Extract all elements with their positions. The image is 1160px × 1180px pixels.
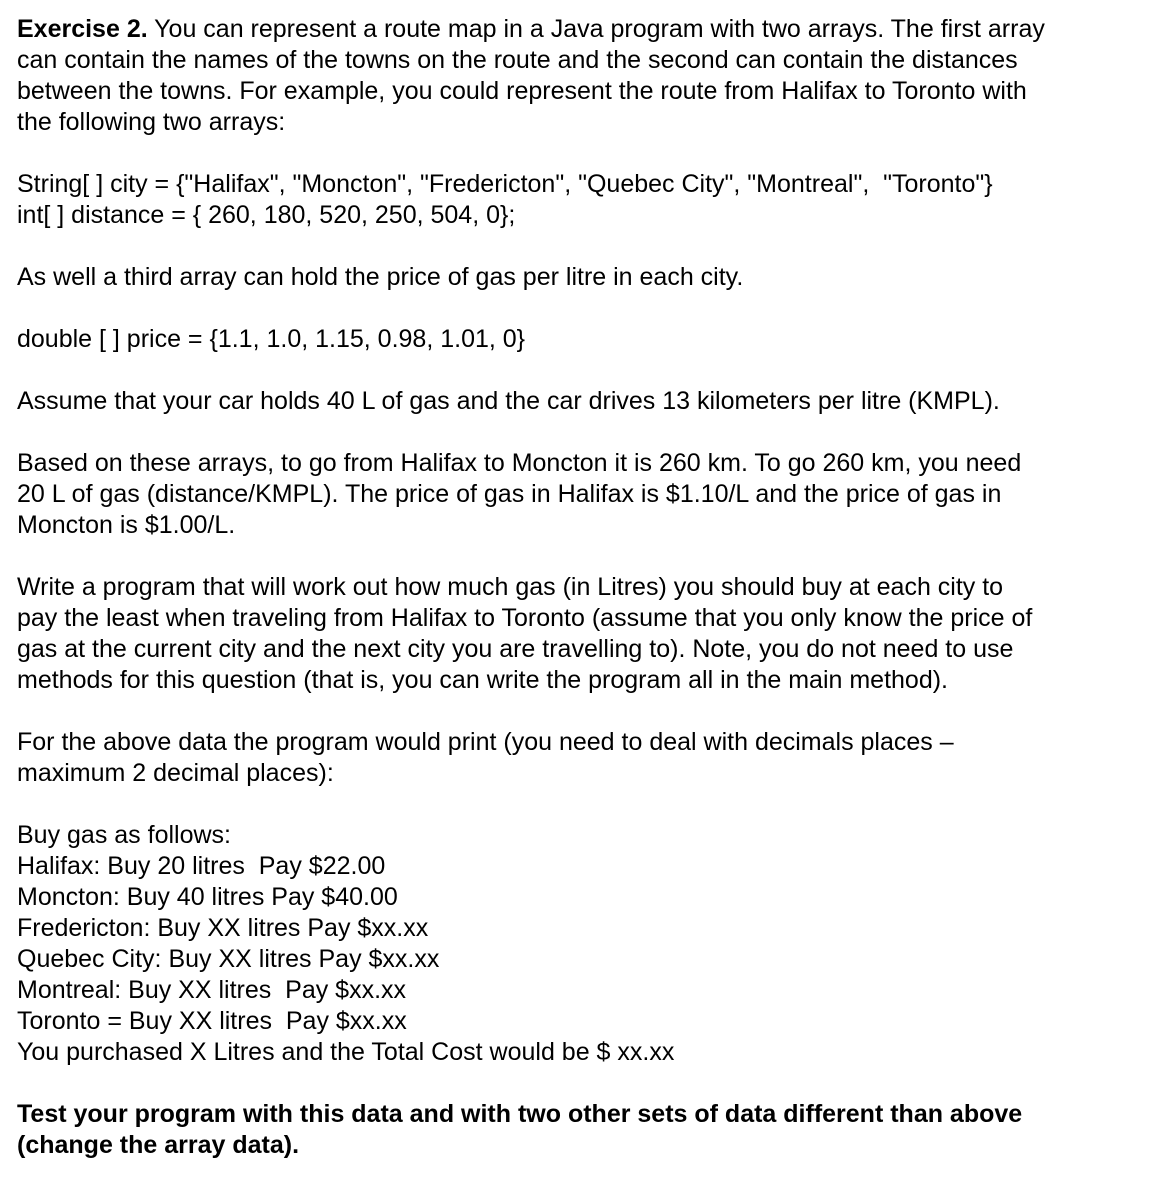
price-code: double [ ] price = {1.1, 1.0, 1.15, 0.98, 1.01, 0} [17, 325, 526, 353]
array-code: String[ ] city = {"Halifax", "Moncton", "Fredericton", "Quebec City", "Montreal", "Toronto"} int[ ] distance = { 260, 180, 520, 250, 504, 0}; [17, 170, 993, 229]
print-paragraph: For the above data the program would print (you need to deal with decimals places – maximum 2 decimal places): [17, 728, 954, 787]
intro-paragraph: Exercise 2. You can represent a route map in a Java program with two arrays. The first array can contain the names of the towns on the route and the second can contain the distances between the towns. For example, you could represent the route from Halifax to Toronto with the following two arrays: [17, 15, 1045, 136]
test-instructions: Test your program with this data and with two other sets of data different than above (change the array data). [17, 1100, 1023, 1159]
exercise-label: Exercise 2. [17, 15, 148, 43]
write-paragraph: Write a program that will work out how much gas (in Litres) you should buy at each city to pay the least when traveling from Halifax to Toronto (assume that you only know the price of gas at the current city and the next city you are travelling to). Note, you do not need to use methods for this question (that is, you can write the program all in the main method). [17, 573, 1033, 694]
third-array-paragraph: As well a third array can hold the price of gas per litre in each city. [17, 263, 744, 291]
assume-paragraph: Assume that your car holds 40 L of gas and the car drives 13 kilometers per litre (KMPL). [17, 387, 1000, 415]
sample-output: Buy gas as follows: Halifax: Buy 20 litres Pay $22.00 Moncton: Buy 40 litres Pay $40.00 Fredericton: Buy XX litres Pay $xx.xx Quebec City: Buy XX litres Pay $xx.xx Montreal: Buy XX litres Pay $xx.xx Toronto = Buy XX litres Pay $xx.xx You purchased X Litres and the Total Cost would be $ xx.xx [17, 821, 675, 1066]
based-paragraph: Based on these arrays, to go from Halifax to Moncton it is 260 km. To go 260 km, you need 20 L of gas (distance/KMPL). The price of gas in Halifax is $1.10/L and the price of gas in Moncton is $1.00/L. [17, 449, 1022, 539]
